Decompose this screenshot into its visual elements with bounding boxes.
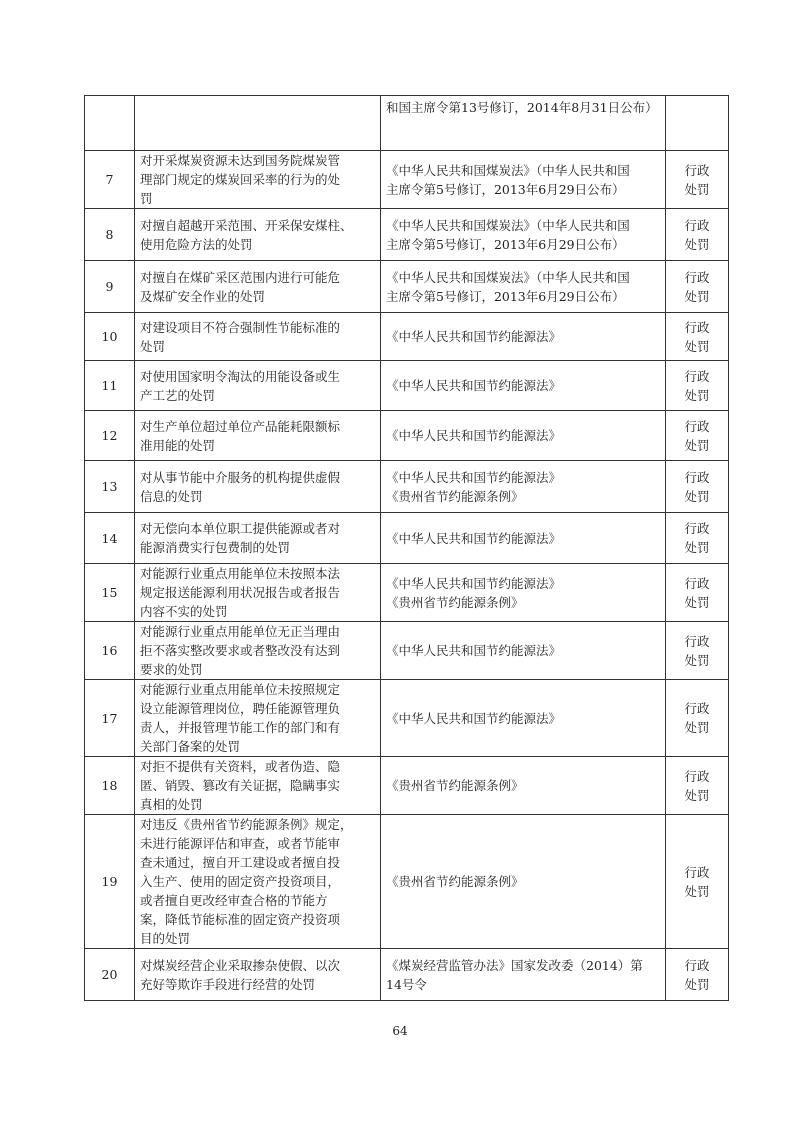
legal-basis-line: 《中华人民共和国节约能源法》 (386, 575, 562, 591)
legal-basis-line: 《煤炭经营监管办法》国家发改委（2014）第 (386, 957, 643, 973)
power-type-line: 处罚 (684, 338, 710, 354)
item-name (135, 757, 381, 815)
table-row (85, 564, 729, 622)
table-row (85, 949, 729, 1001)
power-type-line: 处罚 (684, 720, 710, 735)
power-type (666, 411, 729, 461)
power-type-line: 行政 (684, 768, 710, 784)
item-number: 17 (85, 680, 135, 757)
item-number: 19 (85, 815, 135, 949)
legal-basis (381, 151, 666, 209)
legal-basis-line: 《中华人民共和国节约能源法》 (386, 469, 562, 485)
item-name (135, 151, 381, 209)
item-name (135, 564, 381, 622)
power-type-line: 行政 (684, 269, 710, 285)
legal-basis (381, 757, 666, 815)
table-row (85, 680, 729, 757)
item-name-line: 未进行能源评估和审查，或者节能审 (140, 836, 341, 851)
legal-basis (381, 261, 666, 313)
item-name-line: 对无偿向本单位职工提供能源或者对 (140, 521, 341, 536)
legal-basis (381, 622, 666, 680)
item-name-line: 对煤炭经营企业采取掺杂使假、以次 (140, 957, 341, 973)
item-number: 7 (85, 151, 135, 209)
table-row (85, 622, 729, 680)
power-type-line: 处罚 (684, 236, 710, 252)
legal-basis-line: 《贵州省节约能源条例》 (386, 594, 524, 610)
power-type-line: 行政 (684, 418, 710, 434)
item-name-line: 对开采煤炭资源未达到国务院煤炭管 (140, 153, 341, 168)
item-name (135, 513, 381, 564)
item-name (135, 313, 381, 361)
power-type-line: 处罚 (684, 652, 710, 668)
legal-basis (381, 313, 666, 361)
legal-basis (381, 209, 666, 261)
item-name (135, 411, 381, 461)
item-number: 12 (85, 411, 135, 461)
item-number: 15 (85, 564, 135, 622)
power-type (666, 949, 729, 1001)
item-name-line: 能源消费实行包费制的处罚 (140, 540, 291, 555)
item-name-line: 罚 (140, 191, 153, 206)
legal-basis-line: 主席令第5号修订，2013年6月29日公布） (386, 236, 625, 252)
legal-basis (381, 361, 666, 411)
item-name-line: 对生产单位超过单位产品能耗限额标 (140, 418, 341, 434)
legal-basis-line: 《中华人民共和国节约能源法》 (386, 378, 562, 393)
power-type (666, 361, 729, 411)
power-type-line: 处罚 (684, 976, 710, 992)
legal-basis-line: 《中华人民共和国节约能源法》 (386, 428, 562, 443)
page-number: 64 (392, 1024, 408, 1038)
legal-basis-line: 《贵州省节约能源条例》 (386, 874, 524, 889)
table-row (85, 513, 729, 564)
item-number: 18 (85, 757, 135, 815)
item-number: 8 (85, 209, 135, 261)
item-number: 14 (85, 513, 135, 564)
item-name-line: 对能源行业重点用能单位无正当理由 (140, 624, 341, 639)
item-name-line: 对擅自在煤矿采区范围内进行可能危 (140, 269, 341, 285)
table-row (85, 209, 729, 261)
item-name (135, 461, 381, 513)
legal-basis-line: 《贵州省节约能源条例》 (386, 488, 524, 504)
item-name-line: 对擅自超越开采范围、开采保安煤柱、 (140, 217, 353, 233)
item-name-line: 关部门备案的处罚 (140, 739, 241, 754)
item-name-line: 处罚 (140, 338, 166, 354)
item-name (135, 261, 381, 313)
power-type-line: 行政 (684, 701, 710, 716)
power-type (666, 622, 729, 680)
item-name-line: 对使用国家明令淘汰的用能设备或生 (140, 368, 341, 384)
item-name-line: 准用能的处罚 (140, 437, 216, 453)
item-number: 16 (85, 622, 135, 680)
power-type (666, 151, 729, 209)
table-row (85, 461, 729, 513)
item-name-line: 及煤矿安全作业的处罚 (140, 288, 266, 304)
power-type-line: 处罚 (684, 488, 710, 504)
item-name-line: 拒不落实整改要求或者整改没有达到 (140, 643, 341, 658)
item-number: 9 (85, 261, 135, 313)
item-number: 11 (85, 361, 135, 411)
legal-basis-line: 14号令 (386, 976, 427, 992)
power-type-line: 行政 (684, 217, 710, 233)
legal-basis (381, 513, 666, 564)
power-type-line: 处罚 (684, 387, 710, 403)
power-type-line: 处罚 (684, 181, 710, 197)
legal-basis (381, 411, 666, 461)
legal-basis-line: 主席令第5号修订，2013年6月29日公布） (386, 181, 625, 197)
table-row (85, 757, 729, 815)
power-type (666, 757, 729, 815)
item-name-line: 内容不实的处罚 (140, 604, 228, 619)
table-row (85, 96, 729, 151)
power-type-line: 行政 (684, 633, 710, 649)
legal-basis-line: 主席令第5号修订，2013年6月29日公布） (386, 288, 625, 304)
power-type-line: 处罚 (684, 594, 710, 610)
power-type (666, 815, 729, 949)
power-type-line: 行政 (684, 319, 710, 335)
power-type-line: 行政 (684, 521, 710, 536)
power-type (666, 209, 729, 261)
legal-basis-line: 和国主席令第13号修订，2014年8月31日公布） (386, 100, 658, 115)
item-name-line: 对违反《贵州省节约能源条例》规定， (140, 817, 353, 832)
legal-basis-line: 《中华人民共和国煤炭法》（中华人民共和国 (386, 269, 630, 285)
power-type-line: 处罚 (684, 883, 710, 899)
item-name-line: 真相的处罚 (140, 797, 203, 812)
penalty-items-table (84, 95, 729, 1001)
table-row (85, 815, 729, 949)
item-name-line: 理部门规定的煤炭回采率的行为的处 (140, 172, 341, 187)
item-name (135, 361, 381, 411)
item-name-line: 责人，并报管理节能工作的部门和有 (140, 720, 341, 735)
item-name (135, 680, 381, 757)
item-name (135, 96, 381, 151)
item-name-line: 对从事节能中介服务的机构提供虚假 (140, 469, 341, 485)
power-type (666, 461, 729, 513)
power-type (666, 261, 729, 313)
power-type-line: 行政 (684, 162, 710, 178)
item-name-line: 信息的处罚 (140, 488, 203, 504)
legal-basis (381, 96, 666, 151)
item-name-line: 要求的处罚 (140, 662, 203, 677)
table-row (85, 261, 729, 313)
item-name (135, 209, 381, 261)
item-name-line: 或者擅自更改经审查合格的节能方 (140, 893, 328, 908)
item-name-line: 对能源行业重点用能单位未按照规定 (140, 682, 341, 697)
power-type-line: 处罚 (684, 787, 710, 803)
power-type (666, 313, 729, 361)
item-name (135, 949, 381, 1001)
table-row (85, 313, 729, 361)
table-row (85, 411, 729, 461)
power-type (666, 96, 729, 151)
legal-basis-line: 《中华人民共和国节约能源法》 (386, 643, 562, 658)
item-name (135, 815, 381, 949)
power-type-line: 行政 (684, 368, 710, 384)
item-name-line: 案，降低节能标准的固定资产投资项 (140, 912, 341, 927)
legal-basis-line: 《中华人民共和国节约能源法》 (386, 530, 562, 546)
power-type-line: 行政 (684, 575, 710, 591)
item-name-line: 对能源行业重点用能单位未按照本法 (140, 566, 341, 581)
legal-basis (381, 564, 666, 622)
item-name-line: 对拒不提供有关资料，或者伪造、隐 (140, 759, 341, 774)
item-name-line: 对建设项目不符合强制性节能标准的 (140, 319, 341, 335)
legal-basis-line: 《贵州省节约能源条例》 (386, 778, 524, 793)
legal-basis (381, 949, 666, 1001)
power-type (666, 513, 729, 564)
table-row (85, 151, 729, 209)
power-type-line: 处罚 (684, 540, 710, 555)
item-name-line: 入生产、使用的固定资产投资项目， (140, 874, 341, 889)
legal-basis (381, 680, 666, 757)
legal-basis (381, 815, 666, 949)
item-number: 20 (85, 949, 135, 1001)
item-name-line: 查未通过，擅自开工建设或者擅自投 (140, 855, 341, 870)
item-name-line: 产工艺的处罚 (140, 387, 216, 403)
table-body (85, 96, 729, 1001)
power-type-line: 处罚 (684, 437, 710, 453)
item-number (85, 96, 135, 151)
power-type (666, 680, 729, 757)
item-name-line: 设立能源管理岗位，聘任能源管理负 (140, 701, 341, 716)
item-name-line: 充好等欺诈手段进行经营的处罚 (140, 976, 316, 992)
item-name-line: 规定报送能源利用状况报告或者报告 (140, 585, 341, 600)
item-name (135, 622, 381, 680)
table-row (85, 361, 729, 411)
item-name-line: 匿、销毁、篡改有关证据，隐瞒事实 (140, 778, 341, 793)
item-name-line: 使用危险方法的处罚 (140, 236, 253, 252)
legal-basis (381, 461, 666, 513)
power-type-line: 行政 (684, 469, 710, 485)
legal-basis-line: 《中华人民共和国节约能源法》 (386, 710, 562, 726)
power-type (666, 564, 729, 622)
power-type-line: 行政 (684, 864, 710, 880)
legal-basis-line: 《中华人民共和国节约能源法》 (386, 329, 562, 344)
item-name-line: 目的处罚 (140, 931, 191, 946)
item-number: 10 (85, 313, 135, 361)
power-type-line: 处罚 (684, 288, 710, 304)
power-type-line: 行政 (684, 957, 710, 973)
item-number: 13 (85, 461, 135, 513)
legal-basis-line: 《中华人民共和国煤炭法》（中华人民共和国 (386, 217, 630, 233)
legal-basis-line: 《中华人民共和国煤炭法》（中华人民共和国 (386, 162, 630, 178)
